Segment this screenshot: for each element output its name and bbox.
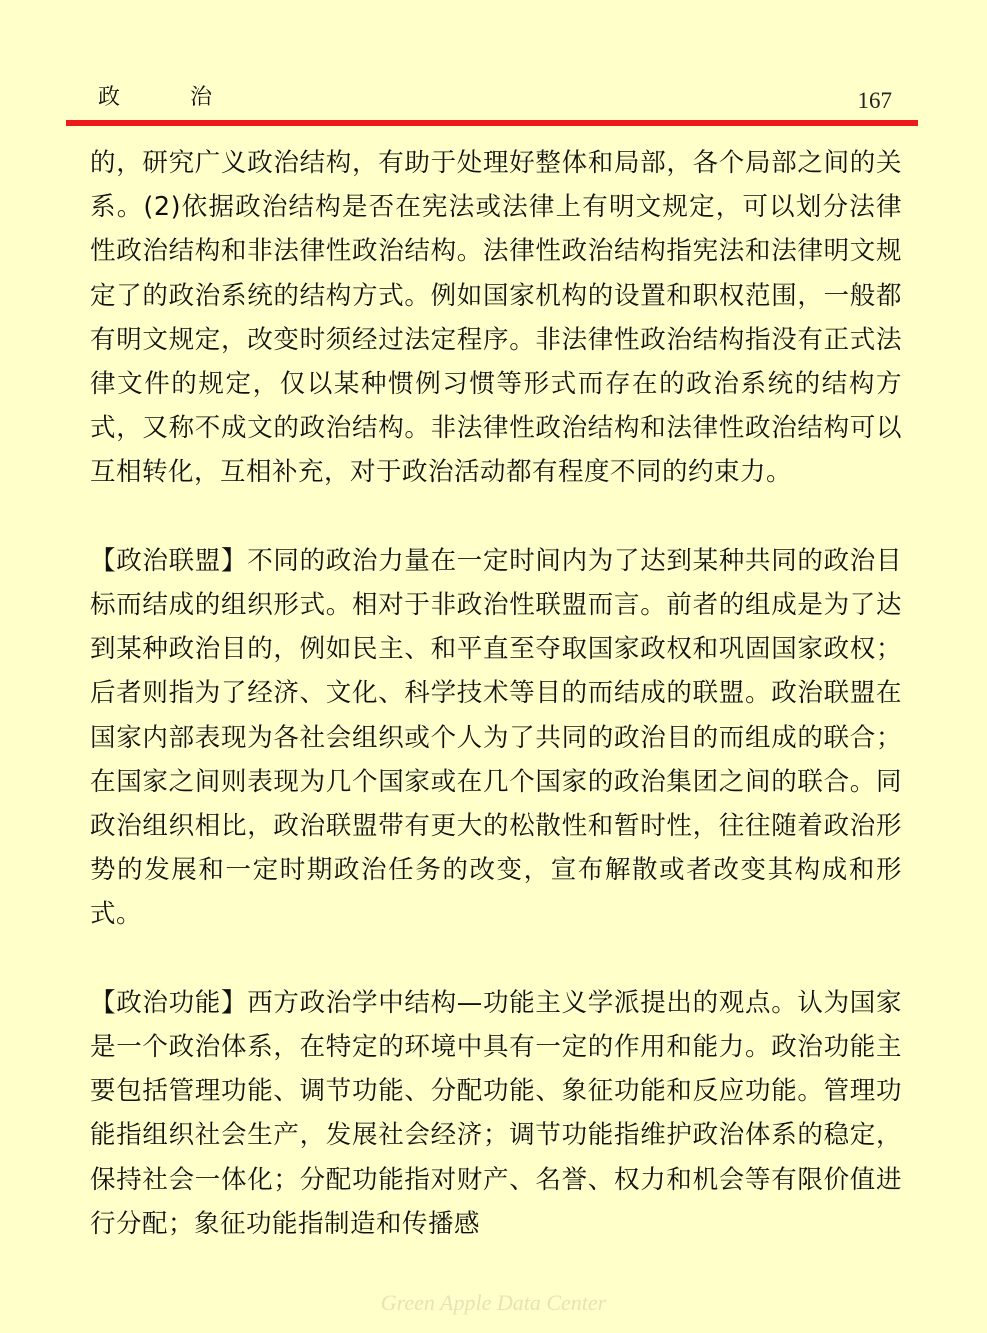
page-header xyxy=(70,84,918,118)
paragraph-political-structure-cont: 的，研究广义政治结构，有助于处理好整体和局部，各个局部之间的关系。(2)依据政治结构是否在宪法或法律上有明文规定，可以划分法律性政治结构和非法律性政治结构。法律性政治结构指宪法和法律明文规定了的政治系统的结构方式。例如国家机构的设置和职权范围，一般都有明文规定，改变时须经过法定程序。非法律性政治结构指没有正式法律文件的规定，仅以某种惯例习惯等形式而存在的政治系统的结构方式，又称不成文的政治结构。非法律性政治结构和法律性政治结构可以互相转化，互相补充，对于政治活动都有程度不同的约束力。 xyxy=(90,148,902,488)
running-head-title: 政治 xyxy=(98,85,283,110)
watermark: Green Apple Data Center xyxy=(380,1290,607,1315)
header-rule xyxy=(66,120,918,126)
page-number: 167 xyxy=(857,88,892,113)
body-text xyxy=(90,141,902,1246)
paragraph-political-function: 【政治功能】西方政治学中结构—功能主义学派提出的观点。认为国家是一个政治体系，在特定的环境中具有一定的作用和能力。政治功能主要包括管理功能、调节功能、分配功能、象征功能和反应功能。管理功能指组织社会生产，发展社会经济；调节功能指维护政治体系的稳定，保持社会一体化；分配功能指对财产、名誉、权力和机会等有限价值进行分配；象征功能指制造和传播感 xyxy=(90,987,902,1239)
paragraph-political-alliance: 【政治联盟】不同的政治力量在一定时间内为了达到某种共同的政治目标而结成的组织形式。相对于非政治性联盟而言。前者的组成是为了达到某种政治目的，例如民主、和平直至夺取国家政权和巩固国家政权；后者则指为了经济、文化、科学技术等目的而结成的联盟。政治联盟在国家内部表现为各社会组织或个人为了共同的政治目的而组成的联合；在国家之间则表现为几个国家或在几个国家的政治集团之间的联合。同政治组织相比，政治联盟带有更大的松散性和暂时性，往往随着政治形势的发展和一定时期政治任务的改变，宣布解散或者改变其构成和形式。 xyxy=(90,545,902,930)
